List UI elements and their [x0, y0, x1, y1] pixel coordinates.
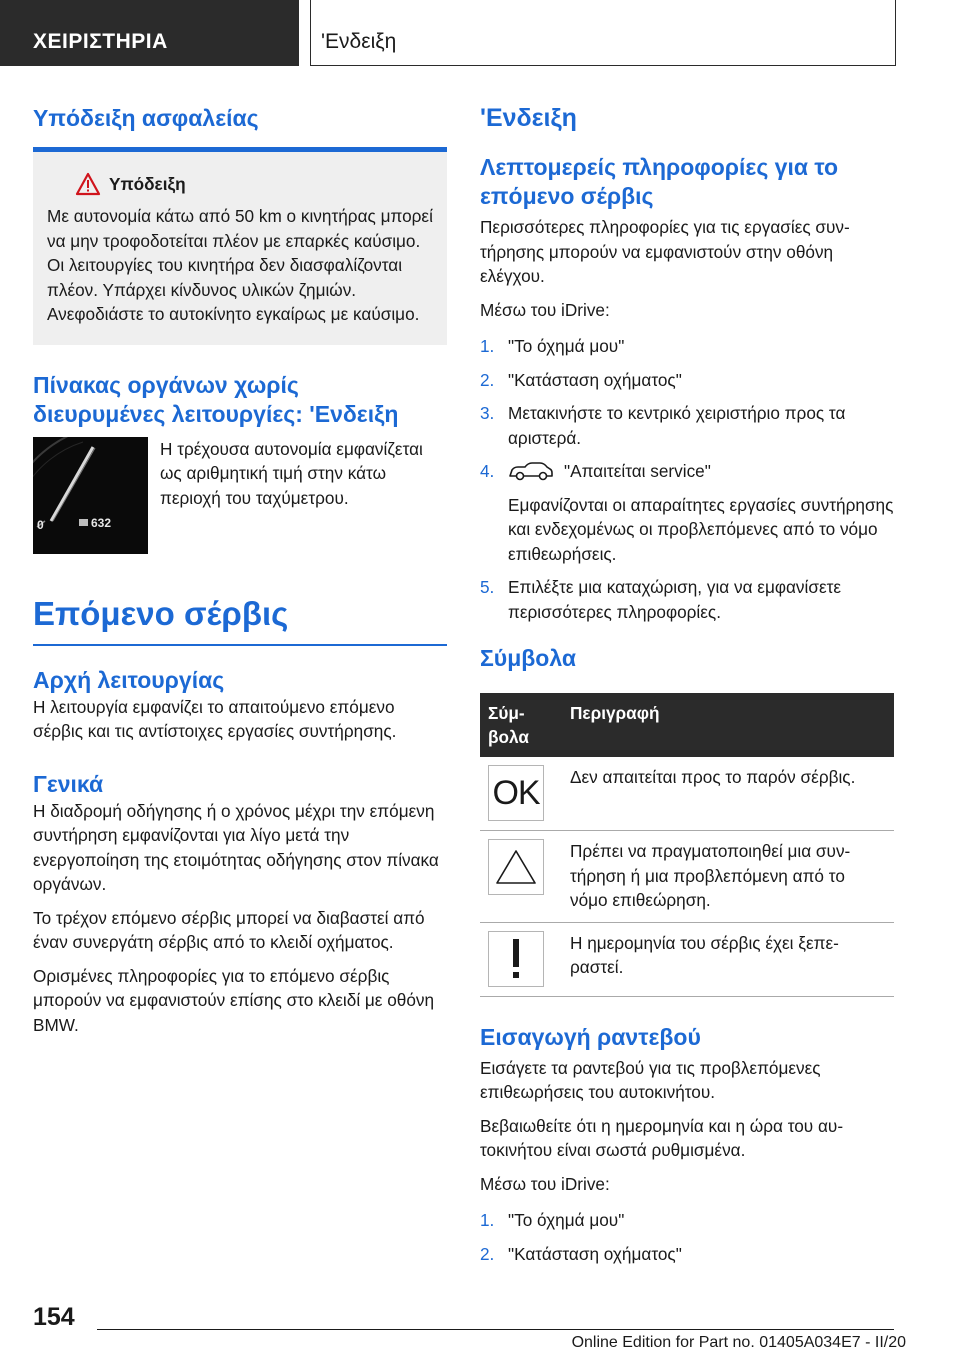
right-column [480, 96, 894, 1275]
symbols-table [480, 693, 894, 997]
warning-box [33, 147, 447, 345]
table-row [480, 831, 894, 923]
via-idrive: Μέσω του iDrive: [480, 299, 610, 320]
gauge-row [33, 437, 447, 554]
step-text: Επιλέξτε μια καταχώριση, για να εμφανίσετε περισσότερες πληροφορίες. [508, 577, 842, 622]
step-number: 4. [480, 461, 495, 481]
chapter-title: ΧΕΙΡΙΣΤΗΡΙΑ [0, 0, 299, 66]
step-text: "Κατάσταση οχήματος" [508, 369, 682, 390]
list-item [480, 334, 894, 359]
ok-icon [488, 765, 544, 821]
footer-rule [97, 1329, 894, 1330]
warning-title-text: Υπόδειξη [109, 173, 186, 194]
table-row [480, 757, 894, 831]
table-cell-description: Η ημερομηνία του σέρβις έχει ξεπεραστεί. [562, 922, 894, 996]
step-number: 2. [480, 1243, 495, 1264]
general-p1: Η διαδρομή οδήγησης ή ο χρόνος μέχρι την επόμενη συντήρηση εμφανίζονται για λίγο μετά την ενεργοποίηση της ετοιμότητας οδήγησης στον πίνακα οργάνων. [33, 800, 439, 894]
ok-symbol-text: OK [492, 773, 540, 812]
step-number: 1. [480, 1210, 495, 1230]
table-cell-description: Δεν απαιτείται προς το παρόν σέρβις. [562, 757, 894, 831]
panel-heading: Πίνακας οργάνων χωρίς διευρυμένες λειτουργίες: 'Ενδειξη [33, 371, 399, 427]
step-number: 2. [480, 369, 495, 390]
step-text: "Το όχημά μου" [508, 1210, 625, 1230]
safety-heading: Υπόδειξη ασφαλείας [33, 105, 259, 131]
section-title: 'Ενδειξη [310, 0, 896, 66]
list-item [480, 1208, 894, 1233]
next-service-heading: Επόμενο σέρβις [33, 594, 289, 632]
footer-edition: Online Edition for Part no. 01405A034E7 - II/20 [571, 1334, 906, 1351]
general-p3: Ορισμένες πληροφορίες για το επόμενο σέρβις μπορούν να εμφανιστούν επίσης στο κλειδί με οθόνη BMW. [33, 965, 435, 1035]
triangle-icon [488, 839, 544, 895]
exclamation-icon [488, 931, 544, 987]
table-header-description: Περιγραφή [562, 693, 894, 757]
symbols-heading: Σύμβολα [480, 645, 576, 671]
details-heading: Λεπτομερείς πληροφορίες για το επόμενο σέρβις [480, 154, 839, 209]
speedometer-image [33, 437, 148, 554]
table-cell-description: Πρέπει να πραγματοποιηθεί μια συντήρηση ή μια προβλεπόμενη από το νόμο επιθεώρηση. [562, 831, 894, 923]
steps-list-2 [480, 1208, 894, 1266]
step-number: 5. [480, 577, 495, 597]
appointment-heading: Εισαγωγή ραντεβού [480, 1023, 701, 1050]
step-text: "Το όχημά μου" [508, 336, 625, 356]
car-service-icon [508, 461, 554, 481]
heading-rule [33, 644, 447, 646]
list-item [480, 459, 894, 566]
warning-triangle-icon [75, 172, 101, 196]
gauge-range-value: 632 [91, 515, 112, 530]
left-column [33, 96, 447, 1046]
step-number: 1. [480, 336, 495, 356]
warning-text: Με αυτονομία κάτω από 50 km ο κινητήρας μπορεί να μην τροφοδοτείται πλέον με επαρκές καύσιμο. Οι λειτουργίες του κινητήρα δεν διασφαλίζονται πλέον. Υπάρχει κίνδυνος υλικών ζημιών. Ανεφοδιάστε το αυτοκίνητο εγκαίρως με καύσιμο. [47, 206, 433, 324]
step-text: "Κατάσταση οχήματος" [508, 1243, 682, 1264]
speedometer-graphic [33, 437, 148, 554]
general-p2: Το τρέχον επόμενο σέρβις μπορεί να διαβαστεί από έναν συνεργάτη σέρβις από το κλειδί οχήματος. [33, 907, 425, 952]
principle-heading: Αρχή λειτουργίας [33, 666, 225, 693]
warning-title [75, 172, 433, 196]
step-extra-text: Εμφανίζονται οι απαραίτητες εργασίες συντήρησης και ενδεχομένως οι προβλεπόμενες από το νόμο επιθεωρήσεις. [508, 494, 894, 564]
step-text: Μετακινήστε το κεντρικό χειριστήριο προς τα αριστερά. [508, 403, 846, 448]
display-heading: 'Ενδειξη [480, 104, 577, 132]
details-text: Περισσότερες πληροφορίες για τις εργασίες συντήρησης μπορούν να εμφανιστούν στην οθόνη ελέγχου. [480, 217, 850, 286]
appointment-p1: Εισάγετε τα ραντεβού για τις προβλεπόμενες επιθεωρήσεις του αυτοκινήτου. [480, 1057, 821, 1102]
table-header-row [480, 693, 894, 757]
appointment-p2: Βεβαιωθείτε ότι η ημερομηνία και η ώρα του αυτοκινήτου είναι σωστά ρυθμισμένα. [480, 1115, 844, 1160]
gauge-zero: 0 [37, 517, 44, 532]
steps-list [480, 334, 894, 624]
step-text-block [508, 459, 894, 566]
step-text: "Απαιτείται service" [564, 461, 711, 481]
page-number: 154 [33, 1303, 75, 1331]
list-item [480, 575, 894, 624]
table-row [480, 922, 894, 996]
via-idrive-2: Μέσω του iDrive: [480, 1173, 610, 1194]
table-header-symbols: Σύμβολα [480, 693, 562, 757]
principle-text: Η λειτουργία εμφανίζει το απαιτούμενο επόμενο σέρβις και τις αντίστοιχες εργασίες συντήρησης. [33, 696, 397, 741]
step-number: 3. [480, 403, 495, 423]
general-heading: Γενικά [33, 770, 104, 797]
list-item [480, 368, 894, 393]
panel-text: Η τρέχουσα αυτονομία εμφανίζεται ως αριθμητική τιμή στην κάτω περιοχή του ταχύμετρου. [160, 438, 423, 508]
list-item [480, 1242, 894, 1267]
page-header [0, 0, 960, 66]
list-item [480, 401, 894, 450]
